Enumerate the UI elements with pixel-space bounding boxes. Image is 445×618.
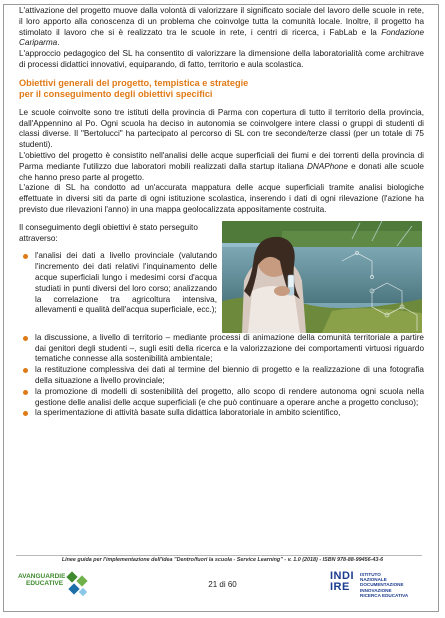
bullet-icon <box>23 254 28 259</box>
list-item: la sperimentazione di attività basate sulla didattica laboratoriale in ambito scientifico, <box>19 408 424 419</box>
student-river-photo <box>222 221 422 333</box>
bullet-icon <box>23 368 28 373</box>
indire-subtitle: ISTITUTO NAZIONALE DOCUMENTAZIONE INNOVAZIONE RICERCA EDUCATIVA <box>360 572 409 598</box>
page-number: 21 di 60 <box>208 580 237 589</box>
section-heading: Obiettivi generali del progetto, tempistica e strategie per il conseguimento degli obiettivi specifici <box>19 77 249 100</box>
intro-paragraph-2: L'approccio pedagogico del SL ha consentito di valorizzare la dimensione della laboratorialità come architrave di processi didattici innovativi, equiparando, di fatto, territorio e aula scolastica. <box>19 49 424 69</box>
body-paragraph-action: L'azione di SL ha condotto ad un'accurata mappatura delle acque superficiali tramite analisi biologiche effettuate in diversi siti da parte di ogni istituzione scolastica, inserendo i dati di ogni rilevazione (l'azione ha previsto due rilevazioni l'anno) in una mappa geolocalizzata appositamente costruita. <box>19 183 424 214</box>
intro-paragraph-1: L'attivazione del progetto muove dalla volontà di valorizzare il significato sociale del lavoro delle scuole in rete, il loro apporto alla conoscenza di un problema che coinvolge tutta la comunità locale. Inoltre, il progetto ha stimolato il lavoro che si è realizzato tra le scuole in rete, i centri di ricerca, i FabLab e la Fondazione Cariparma. <box>19 6 424 48</box>
indire-logo: INDI IRE <box>330 570 354 593</box>
avanguardie-educative-wordmark: AVANGUARDIE EDUCATIVE <box>18 573 66 587</box>
body-paragraph-objective: L'obiettivo del progetto è consistito nell'analisi delle acque superficiali dei fiumi e dei torrenti della provincia di Parma mediante l'utilizzo due laboratori mobili realizzati dalla startup italiana DNAPhone e donati alle scuole che hanno preso parte al progetto. <box>19 150 424 182</box>
list-item: la restituzione complessiva dei dati al termine del biennio di progetto e la realizzazione di una fotografia della situazione a livello provinciale; <box>19 365 424 387</box>
bullet-icon <box>23 336 28 341</box>
body-paragraph-schools: Le scuole coinvolte sono tre istituti della provincia di Parma con copertura di tutto il territorio della provincia, dall'Appennino al Po. Ogni scuola ha deciso in autonomia se coinvolgere intere classi o gruppi di studenti di classi diverse. Il "Bertolucci" ha partecipato al percorso di SL con tre seconde/terze classi (per un totale di 75 studenti). <box>19 107 424 150</box>
photo-split-block <box>19 223 424 333</box>
objectives-lead: Il conseguimento degli obiettivi è stato perseguito attraverso: <box>19 222 198 243</box>
footer-divider <box>16 555 422 556</box>
list-item: l'analisi dei dati a livello provinciale (valutando l'incremento dei dati relativi l'inquinamento delle acque superficiali lungo i medesimi corsi d'acqua studiati in punti diversi del loro corso; analizzando la correlazione tra agricoltura intensiva, allevamenti e qualità dell'acqua superficiale, ecc.); <box>19 251 217 316</box>
list-item: la discussione, a livello di territorio – mediante processi di animazione della comunità territoriale a partire dai genitori degli studenti –, sugli esiti della ricerca e la valorizzazione dei comportamenti virtuosi riguardo tematiche connesse alla sostenibilità ambientale; <box>19 333 424 365</box>
page-content <box>19 6 424 419</box>
bullet-icon <box>23 411 28 416</box>
footer-guide-reference: Linee guida per l'implementazione dell'idea "Dentro/fuori la scuola - Service Learning" - v. 1.0 (2018) - ISBN 978-88-99456-43-6 <box>61 557 384 563</box>
list-item: la promozione di modelli di sostenibilità del progetto, allo scopo di rendere autonoma ogni scuola nella gestione delle analisi delle acque superficiali (e che può continuare a operare anche a progetto concluso); <box>19 387 424 409</box>
bullet-icon <box>23 390 28 395</box>
